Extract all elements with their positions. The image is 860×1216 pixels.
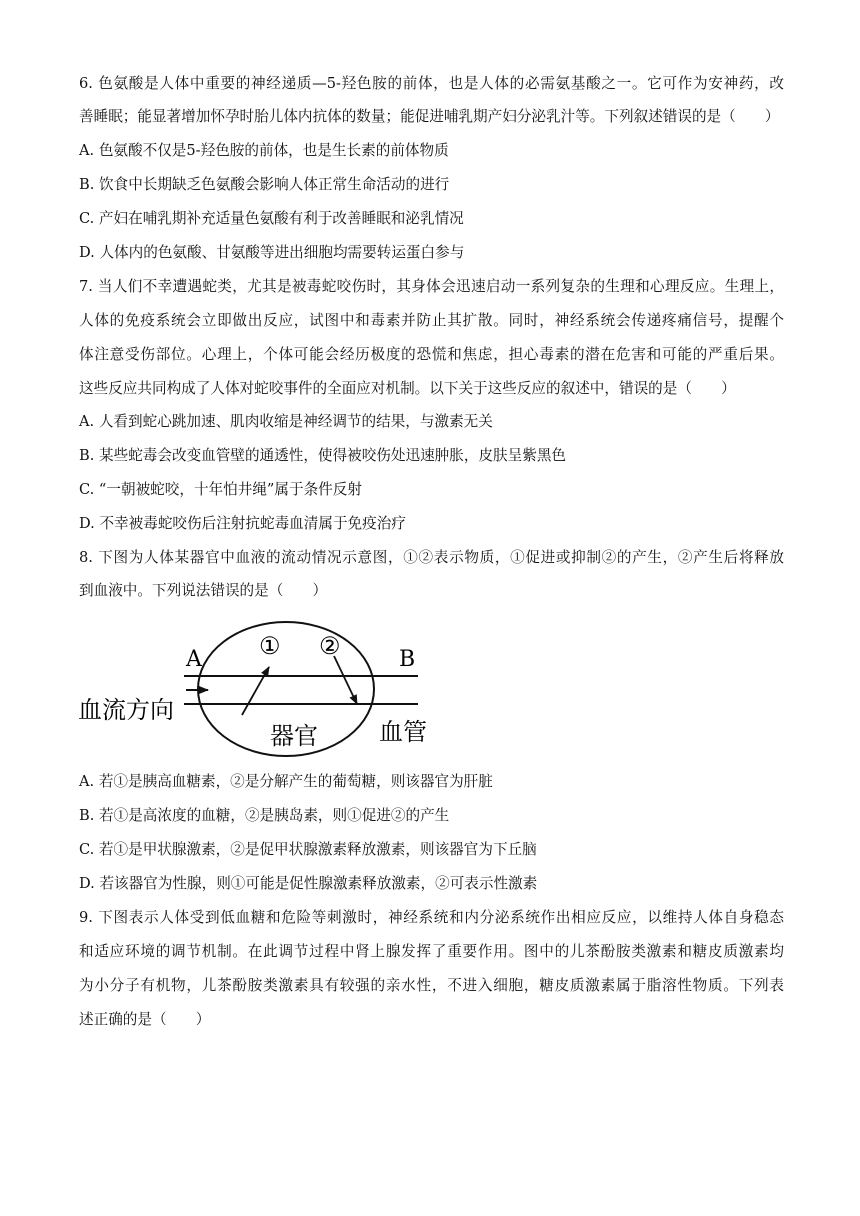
q8-option-a: A. 若①是胰高血糖素，②是分解产生的葡萄糖，则该器官为肝脏 [79,773,493,790]
q8-blood-flow-figure [72,612,442,762]
q6-option-d: D. 人体内的色氨酸、甘氨酸等进出细胞均需要转运蛋白参与 [79,244,465,261]
q7-option-b: B. 某些蛇毒会改变血管壁的通透性，使得被咬伤处迅速肿胀，皮肤呈紫黑色 [79,447,567,464]
q7-stem-line-3: 体注意受伤部位。心理上，个体可能会经历极度的恐慌和焦虑，担心毒素的潜在危害和可能的严重后果。 [79,346,784,363]
q6-stem-line-1: 6. 色氨酸是人体中重要的神经递质—5-羟色胺的前体，也是人体的必需氨基酸之一。它可作为安神药，改 [79,75,784,92]
q7-stem-line-1: 7. 当人们不幸遭遇蛇类，尤其是被毒蛇咬伤时，其身体会迅速启动一系列复杂的生理和心理反应。生理上， [79,278,784,295]
q8-stem-line-1: 8. 下图为人体某器官中血液的流动情况示意图，①②表示物质，①促进或抑制②的产生，②产生后将释放 [79,549,784,566]
substance-1-arrow [242,667,269,715]
label-b: B [399,647,416,672]
label-organ: 器官 [270,722,318,750]
q9-stem-line-2: 和适应环境的调节机制。在此调节过程中肾上腺发挥了重要作用。图中的儿茶酚胺类激素和糖皮质激素均 [79,943,784,960]
q6-option-b: B. 饮食中长期缺乏色氨酸会影响人体正常生命活动的进行 [79,176,450,193]
q8-option-c: C. 若①是甲状腺激素，②是促甲状腺激素释放激素，则该器官为下丘脑 [79,841,537,858]
q7-option-d: D. 不幸被毒蛇咬伤后注射抗蛇毒血清属于免疫治疗 [79,515,406,532]
label-blood-flow-direction: 血流方向 [78,696,174,724]
q7-stem-line-4: 这些反应共同构成了人体对蛇咬事件的全面应对机制。以下关于这些反应的叙述中，错误的是（ ） [79,380,736,397]
q8-option-d: D. 若该器官为性腺，则①可能是促性腺激素释放激素，②可表示性激素 [79,875,538,892]
q6-option-a: A. 色氨酸不仅是5-羟色胺的前体，也是生长素的前体物质 [79,142,449,159]
label-substance-1: ① [259,632,281,660]
q9-stem-line-3: 为小分子有机物，儿茶酚胺类激素具有较强的亲水性，不进入细胞，糖皮质激素属于脂溶性物质。下列表 [79,977,784,994]
substance-2-arrow [334,656,357,704]
q6-option-c: C. 产妇在哺乳期补充适量色氨酸有利于改善睡眠和泌乳情况 [79,210,464,227]
label-a: A [186,647,202,672]
q8-option-b: B. 若①是高浓度的血糖，②是胰岛素，则①促进②的产生 [79,807,450,824]
q6-stem-line-2: 善睡眠；能显著增加怀孕时胎儿体内抗体的数量；能促进哺乳期产妇分泌乳汁等。下列叙述错误的是（ ） [79,108,780,125]
q7-option-c: C. “一朝被蛇咬，十年怕井绳”属于条件反射 [79,481,362,498]
q9-stem-line-4: 述正确的是（ ） [79,1011,211,1028]
q7-stem-line-2: 人体的免疫系统会立即做出反应，试图中和毒素并防止其扩散。同时，神经系统会传递疼痛信号，提醒个 [79,312,784,329]
q7-option-a: A. 人看到蛇心跳加速、肌肉收缩是神经调节的结果，与激素无关 [79,413,493,430]
q8-stem-line-2: 到血液中。下列说法错误的是（ ） [79,582,328,599]
label-blood-vessel: 血管 [379,718,427,746]
label-substance-2: ② [319,632,341,660]
q9-stem-line-1: 9. 下图表示人体受到低血糖和危险等刺激时，神经系统和内分泌系统作出相应反应，以维持人体自身稳态 [79,909,784,926]
